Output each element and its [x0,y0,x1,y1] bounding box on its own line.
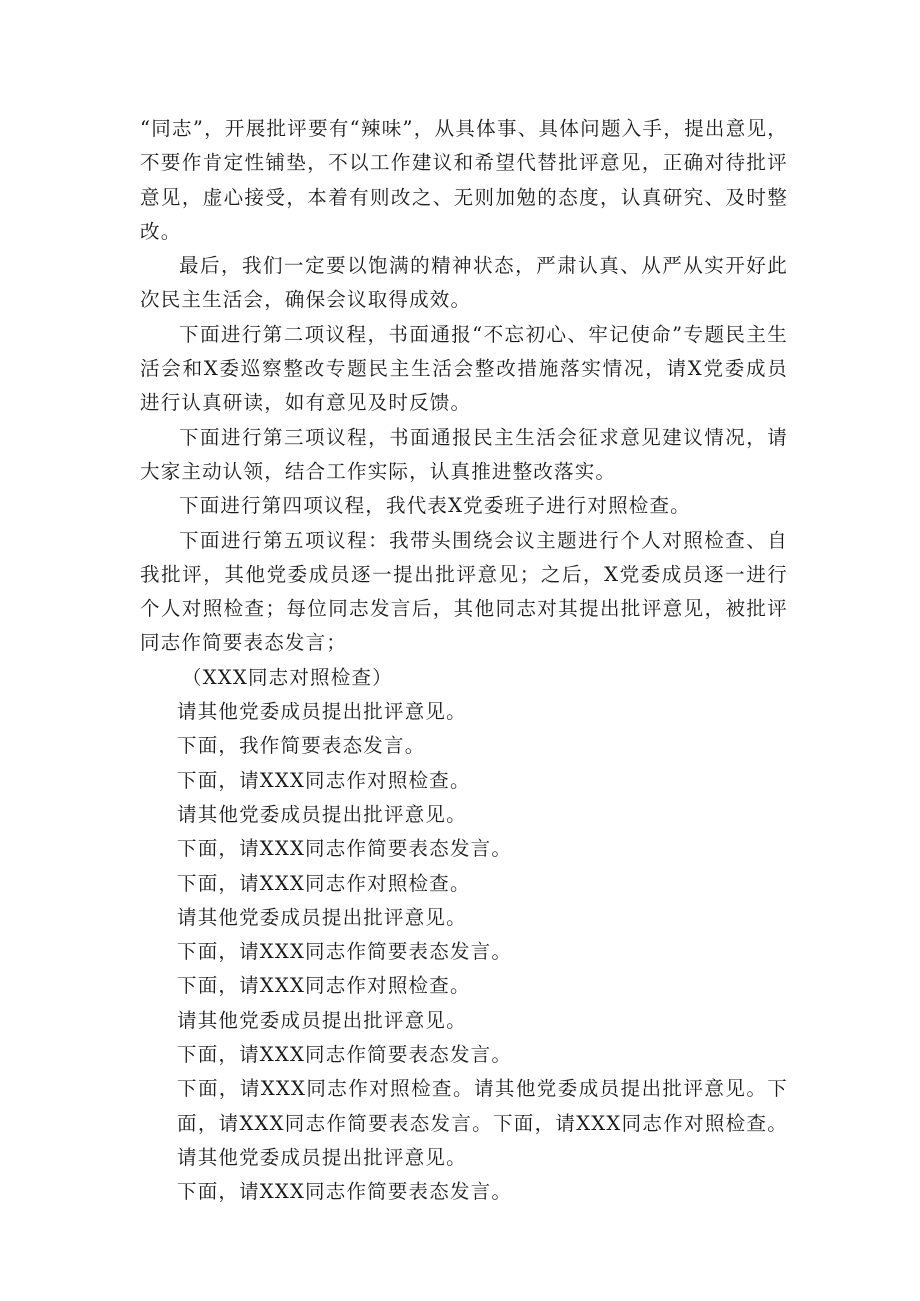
paragraph-agenda-item-2: 下面进行第二项议程，书面通报“不忘初心、牢记使命”专题民主生活会和X委巡察整改专题民主生活会整改措施落实情况，请X党委成员进行认真研读，如有意见及时反馈。 [140,322,788,415]
line-brief-statement: 下面，请XXX同志作简要表态发言。 [177,837,513,861]
paragraph-agenda-item-3: 下面进行第三项议程，书面通报民主生活会征求意见建议情况，请大家主动认领，结合工作实际，认真推进整改落实。 [140,425,788,483]
paragraph-agenda-item-4: 下面进行第四项议程，我代表X党委班子进行对照检查。 [179,494,691,518]
line-self-review: 下面，请XXX同志作对照检查。 [177,768,471,792]
line-request-criticism: 请其他党委成员提出批评意见。 [177,700,467,724]
paragraph-combined-procedure: 下面，请XXX同志作对照检查。请其他党委成员提出批评意见。下面，请XXX同志作简要表态发言。下面，请XXX同志作对照检查。请其他党委成员提出批评意见。 [177,1077,788,1169]
line-final-brief-statement: 下面，请XXX同志作简要表态发言。 [177,1180,513,1204]
paragraph-criticism-guidance: “同志”，开展批评要有“辣味”，从具体事、具体问题入手，提出意见，不要作肯定性铺垫，不以工作建议和希望代替批评意见，正确对待批评意见，虚心接受，本着有则改之、无则加勉的态度，认真研究、及时整改。 [140,117,788,243]
paragraph-agenda-item-5: 下面进行第五项议程：我带头围绕会议主题进行个人对照检查、自我批评，其他党委成员逐一提出批评意见；之后，X党委成员逐一进行个人对照检查；每位同志发言后，其他同志对其提出批评意见，被批评同志作简要表态发言； [140,528,788,655]
line-request-criticism: 请其他党委成员提出批评意见。 [177,1008,467,1032]
line-self-review: 下面，请XXX同志作对照检查。 [177,871,471,895]
line-brief-statement: 下面，我作简要表态发言。 [177,734,426,758]
paragraph-closing-remarks: 最后，我们一定要以饱满的精神状态，严肃认真、从严从实开好此次民主生活会，确保会议取得成效。 [140,254,788,312]
line-self-review-note: （XXX同志对照检查） [182,665,393,689]
line-self-review: 下面，请XXX同志作对照检查。 [177,974,471,998]
line-brief-statement: 下面，请XXX同志作简要表态发言。 [177,940,513,964]
line-request-criticism: 请其他党委成员提出批评意见。 [177,905,467,929]
line-request-criticism: 请其他党委成员提出批评意见。 [177,802,467,826]
line-brief-statement: 下面，请XXX同志作简要表态发言。 [177,1043,513,1067]
